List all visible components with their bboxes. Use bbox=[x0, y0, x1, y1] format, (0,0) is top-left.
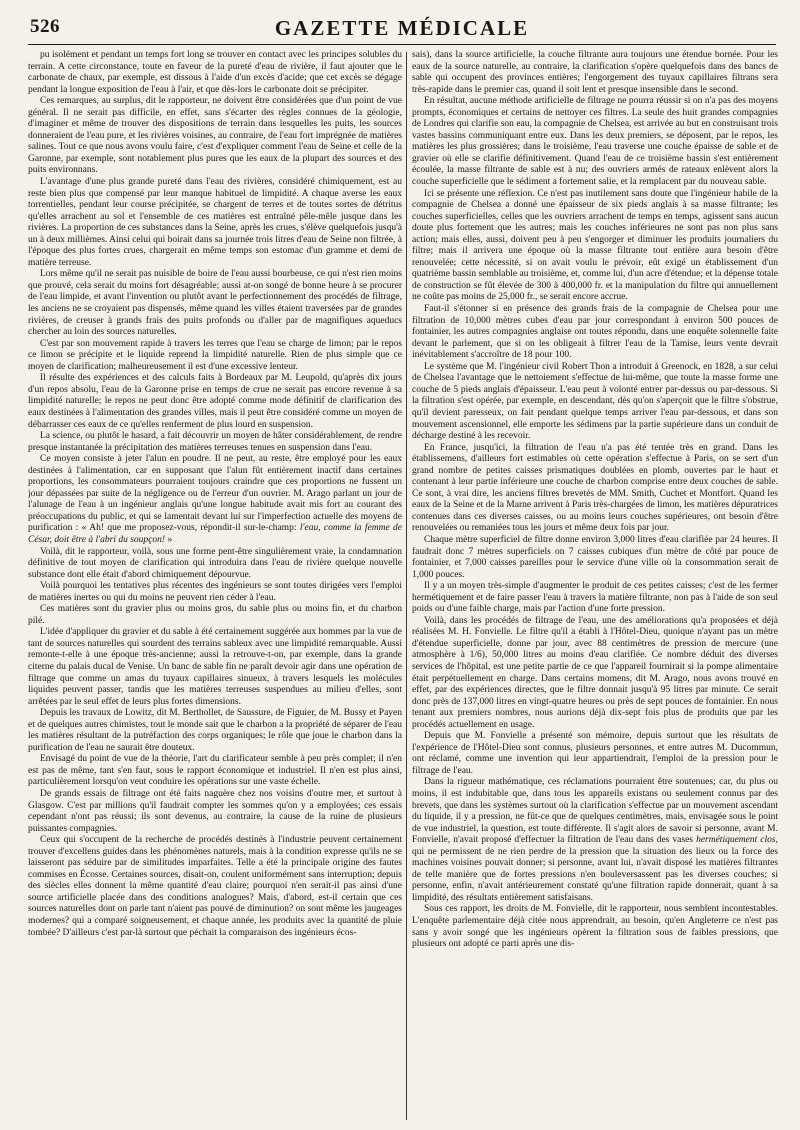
paragraph-text: Le système que M. l'ingénieur civil Robert Thon a introduit à Greenock, en 1828, a sur celui de Chelsea l'avantage que le nettoiement s'effectue de lui-même, que toute la masse forme une couche de 5 pieds anglais d'épaisseur. L'eau peut à volonté entrer par-dessus ou par-dessous. Si la filtration s'est opérée, par exemple, en descendant, dès qu'on s'aperçoit que le filtre s'obstrue, qu'il devient paresseux, on fait pendant quelque temps arriver l'eau par-dessous, et dans son mouvement ascensionnel, elle emporte les sédimens par la partie supérieure dans un conduit de décharge destiné à les recevoir. bbox=[412, 361, 778, 442]
paragraph bbox=[412, 581, 778, 616]
paragraph-text: La science, ou plutôt le hasard, a fait découvrir un moyen de hâter considérablement, de rendre presque instantanée la précipitation des matières terreuses tenues en suspension dans l'eau. bbox=[28, 431, 402, 453]
paragraph bbox=[412, 535, 778, 581]
paragraph bbox=[28, 604, 402, 627]
paragraph bbox=[412, 189, 778, 304]
paragraph-text: Ce moyen consiste à jeter l'alun en poudre. Il ne peut, au reste, être employé pour les eaux destinées à l'alimentation, car en supposant que l'alun fût entièrement inactif dans certaines proportions, les consommateurs pourraient toujours craindre que ces proportions ne fussent un jour dépassées par suite de la négligence ou de l'erreur d'un ouvrier. M. Arago parlant un jour de l'alunage de l'eau à un ingénieur anglais qu'une longue habitude avait mis fort au courant des préoccupations du public, et qui se lamentait devant lui sur l'imperfection actuelle des moyens de purification : « Ah! que me proposez-vous, répondit-il sur-le-champ: bbox=[28, 454, 402, 534]
paragraph-text: En résultat, aucune méthode artificielle de filtrage ne pourra réussir si on n'a pas des moyens prompts, économiques et certains de nettoyer ces filtres. La seule des huit grandes compagnies de Londres qui clarifie son eau, la compagnie de Chelsea, est arrivée au but en construisant trois vastes bassins communiquant entre eux. Dans les deux premiers, se déposent, par le repos, les matières les plus grossières; dans le troisième, l'eau traverse une couche épaisse de sable et de gravier où elle se clarifie définitivement. Quand l'eau de ce troisième bassin s'est entièrement écoulée, la masse filtrante de sable est à nu; des ouvriers armés de rateaux enlèvent alors la couche superficielle que le sédiment a fortement salie, et la remplacent par du nouveau sable. bbox=[412, 96, 778, 188]
paragraph bbox=[28, 96, 402, 177]
paragraph bbox=[412, 96, 778, 188]
paragraph bbox=[412, 304, 778, 362]
paragraph bbox=[28, 177, 402, 269]
paragraph bbox=[28, 454, 402, 546]
paragraph bbox=[28, 50, 402, 96]
paragraph-text: Voilà, dit le rapporteur, voilà, sous une forme pent-être singulièrement vraie, la condamnation définitive de tout moyen de clarification qui introduira dans l'eau de rivière quelque nouvelle substance dont elle était d'abord chimiquement dépourvue. bbox=[28, 546, 402, 580]
column-divider bbox=[406, 52, 407, 1120]
paragraph bbox=[28, 835, 402, 939]
emphasized-text: l'eau, comme la femme de César, doit être à l'abri du soupçon! bbox=[28, 523, 402, 545]
paragraph bbox=[412, 616, 778, 731]
paragraph bbox=[28, 754, 402, 789]
paragraph-text: L'idée d'appliquer du gravier et du sable à été certainement suggérée aux hommes par la vue de tant de sources naturelles qui sourdent des terrains sableux avec une limpidité remarquable. Aussi remonte-t-elle à une époque très-ancienne; aussi la retrouve-t-on, par exemple, dans la grande citerne du palais ducal de Venise. Un banc de sable fin ne paraît devoir agir dans une opération de filtrage que comme un amas du tuyaux capillaires sinueux, à travers lesquels les molécules liquides peuvent passer, tandis que les matières terreuses suspendues au milieu d'elles, sont arrêtées par le seul effet de leurs plus fortes dimensions. bbox=[28, 627, 402, 707]
paragraph-text: pu isolément et pendant un temps fort long se trouver en contact avec les principes solubles du terrain. A cette circonstance, toute en faveur de la pureté d'eau de rivière, il faut ajouter que le carbonate de chaux, par exemple, est dissous à l'aide d'un excès d'acide; que cet excès se dégage pendant la longue exposition de l'eau à l'air, et que dès-lors le carbonate doit se précipiter. bbox=[28, 50, 402, 95]
paragraph bbox=[28, 431, 402, 454]
emphasized-text: hermétiquement clos bbox=[696, 835, 776, 846]
paragraph-text: Ces matières sont du gravier plus ou moins gros, du sable plus ou moins fin, et du charbon pilé. bbox=[28, 604, 402, 626]
paragraph bbox=[412, 904, 778, 950]
paragraph bbox=[412, 362, 778, 443]
paragraph bbox=[28, 547, 402, 582]
paragraph-text: Sous ces rapport, les droits de M. Fonvielle, dit le rapporteur, nous semblent incontestables. L'enquête parlementaire déjà citée nous apprendrait, au besoin, qu'en Angleterre ce n'est pas sans y avoir songé que les ingénieurs opèrent la filtration sous de faibles pressions, que plusieurs ont adopté ce parti après une dis- bbox=[412, 904, 778, 950]
paragraph-text: En France, jusqu'ici, la filtration de l'eau n'a pas été tentée très en grand. Dans les établissemens, d'ailleurs fort estimables où cette opération s'effectue à Paris, on se sert d'un grand nombre de petites caisses prismatiques doublées en plomb, ouvertes par le haut et contenant à leur partie inférieure une couche de charbon comprise entre deux couches de sable. Ce sont, à vrai dire, les anciens filtres brevetés de MM. Smith, Cuchet et Montfort. Quand les eaux de la Seine et de la Marne arrivent à Paris très-chargées de limon, les matières dépuratrices contenues dans ces diverses caisses, ou au moins leurs couches supérieures, ont besoin d'être renouvelées ou remaniées tous les jours et même deux fois par jour. bbox=[412, 442, 778, 534]
paragraph-text: Voilà, dans les procédés de filtrage de l'eau, une des améliorations qu'a proposées et déjà réalisées M. H. Fonvielle. Le filtre qu'il a établi à l'Hôtel-Dieu, quoique n'ayant pas un mètre d'étendue superficielle, donne par jour, avec 88 centimètres de pression de mercure (une atmosphère à 1/6), 50,000 litres au moins d'eau clarifiée. Ce nombre déduit des diverses services de l'hôpital, est une petite partie de ce que l'appareil fournirait si la pompe alimentaire était perpétuellement en charge. Dans certains momens, dit M. Arago, nous avons trouvé en effet, par des expériences directes, que le filtre donnait jusqu'à 95 litres par minute. Ce serait donc près de 137,000 litres en vingt-quatre heures ou près de sept pouces de fontainier. En nous tenant aux premiers nombres, nous aurions déjà dix-sept fois plus de produits que par les procédés actuellement en usage. bbox=[412, 615, 778, 730]
paragraph-text: Depuis les travaux de Lowitz, dit M. Berthollet, de Saussure, de Figuier, de M. Bussy et Payen et de quelques autres chimistes, tout le monde sait que le charbon a la propriété de séparer de l'eau les matières résultant de la putréfaction des corps organiques; le rôle que joue le charbon dans la purification de l'eau ne saurait être douteux. bbox=[28, 708, 402, 753]
paragraph bbox=[28, 708, 402, 754]
paragraph-text: Ceux qui s'occupent de la recherche de procédés destinés à l'industrie peuvent certainement trouver d'excellens guides dans les phénomènes naturels, mais à la condition expresse qu'ils ne se laisseront pas séduire par de similitudes imparfaites. Telle a été la principale origine des fautes commises en Écosse. Certaines sources, disait-on, coulent uniformément sans interruption; depuis des siècles elles donnent la même quantité d'eau claire; pourquoi n'en serait-il pas ainsi d'une source artificielle placée dans des conditions analogues? Mais, d'abord, est-il certain que ces sources naturelles dont on parle tant n'aient pas pouvé de diminution? on sont même les jaugeages modernes? qui a comparé soigneusement, et chaque année, les produits avec la quantité de pluie tombée? D'ailleurs c'est par-là surtout que péchait la comparaison des ingénieurs écos- bbox=[28, 835, 402, 938]
paragraph-text: De grands essais de filtrage ont été faits naguère chez nos voisins d'outre mer, et surtout à Glasgow. C'est par millions qu'il faudrait compter les sommes qu'on y a employées; ces essais cependant n'ont pas réussi; ils sont devenus, au contraire, la cause de la ruine de plusieurs puissantes compagnies. bbox=[28, 789, 402, 834]
right-text-column bbox=[412, 50, 778, 1124]
paragraph-text: Envisagé du point de vue de la théorie, l'art du clarificateur semble à peu près complet; il n'en est pas de même, tant s'en faut, sous le rapport économique et industriel. Il n'en est plus ainsi, particulièrement lorsqu'on veut conduire les opérations sur une vaste échelle. bbox=[28, 754, 402, 788]
paragraph bbox=[28, 373, 402, 431]
paragraph bbox=[28, 789, 402, 835]
paragraph-text: Lors même qu'il ne serait pas nuisible de boire de l'eau aussi bourbeuse, ce qui n'est rien moins que prouvé, cela serait du moins fort désagréable; aussi at-on songé de bonne heure à se procurer de l'eau limpide, et avant l'invention ou plutôt avant le perfectionnement des procédés de filtrage, les anciens ne se croyaient pas dispensés, même quand les villes étaient traversées par de grandes rivières, de creuser à grands frais des puits profonds ou d'aller par de magnifiques aqueducs chercher au loin des sources naturelles. bbox=[28, 269, 402, 338]
paragraph-text: Faut-il s'étonner si en présence des grands frais de la compagnie de Chelsea pour une filtration de 10,000 mètres cubes d'eau par jour correspondant à environ 500 pouces de fontainier, les autres compagnies anglaise ont toutes répondu, dans une enquête solennelle faite devant le parlement, que si on les obligeait à filtrer l'eau de la Tamise, leurs vente devrait inévitablement s'accroître de 18 pour 100. bbox=[412, 304, 778, 361]
paragraph-text: Voilà pourquoi les tentatives plus récentes des ingénieurs se sont toutes dirigées vers l'emploi de matières inertes ou qui du moins ne peuvent rien céder à l'eau. bbox=[28, 581, 402, 603]
paragraph bbox=[412, 50, 778, 96]
page-header bbox=[28, 14, 776, 45]
paragraph bbox=[28, 269, 402, 338]
page-number: 526 bbox=[30, 16, 60, 37]
paragraph-text: L'avantage d'une plus grande pureté dans l'eau des rivières, considéré chimiquement, est au reste bien plus que compensé par leur manque habituel de limpidité. A chaque averse les eaux torrentielles, pendant leur course précipitée, se chargent de terres et de toutes sortes de détritus qu'elles arrachent au sol et l'ensemble de ces matières est entraîné pêle-mêle jusque dans les rivières. La proportion de ces substances dans la Seine, après les crues, s'élève quelquefois jusqu'à un à deux millièmes. Ainsi celui qui boirait dans sa journée trois litres d'eau de Seine non filtrée, à l'époque des plus fortes crues, chargerait en même temps son estomac d'un gramme et demi de matière terreuse. bbox=[28, 177, 402, 268]
left-text-column bbox=[28, 50, 402, 1124]
paragraph-text: Chaque mètre superficiel de filtre donne environ 3,000 litres d'eau clarifiée par 24 heures. Il faudrait donc 7 mètres superficiels on 7 caisses cubiques d'un mètre de côté par pouce de fontainier, et 7,000 caisses pareilles pour le service d'une ville où la consommation serait de 1,000 pouces. bbox=[412, 534, 778, 580]
paragraph-text: Dans la rigueur mathématique, ces réclamations pourraient être soutenues; car, du plus ou moins, il est indubitable que, dans tous les appareils existans ou seulement connus par des brevets, que dans les systèmes surtout où la clarification s'effectue par un mouvement ascendant du liquide, il y a pression, ne fût-ce que de quelques centimètres, mais, envisagée sous le point de vue industriel, la question, est toute différente. Il s'agit alors de savoir si personne, avant M. Fonvielle, n'avait proposé d'effectuer la filtration de l'eau dans des vases bbox=[412, 777, 778, 846]
paragraph-text-tail: , qui ne permissent de ne rien perdre de la pression que la situation des lieux ou la force des machines voisines pouvait donner; si personne, avant lui, n'avait disposé les matières filtrantes de telle manière que de fortes pressions n'en bouleversassent pas les diverses couches; si personne, enfin, n'avait antérieurement constaté qu'une filtration rapide donnerait, quant à sa limpidité, des résultats entièrement satisfaisans. bbox=[412, 835, 778, 903]
paragraph-text: Ici se présente une réflexion. Ce n'est pas inutilement sans doute que l'ingénieur habile de la compagnie de Chelsea a donné une épaisseur de six pieds anglais à sa masse filtrante; les couches superficielles, celles que les ouvriers arrachent de temps en temps, agissent sans aucun doute plus fortement que les autres; mais les couches inférieures ne sont pas non plus sans action; mais elles, aussi, doivent peu à peu s'engorger et diminuer les produits journaliers du filtre; mais il arrivera une époque où la masse filtrante tout entière aura besoin d'être renouvelée; cette nécessité, si on avait voulu le prévoir, eût exigé un établissement d'un quatrième bassin semblable au troisième, et, comme lui, d'un acre d'étendue; et la dépense totale de construction se fût élevée de 300 à 400,000 fr. et la manipulation du filtre qui annuellement ne coûte pas moins de 25,000 fr., se serait encore accrue. bbox=[412, 188, 778, 303]
paragraph-text-tail: » bbox=[165, 534, 173, 545]
paragraph-text: sais), dans la source artificielle, la couche filtrante aura toujours une étendue bornée. Pour les eaux de la source naturelle, au contraire, la clarification s'opère quelquefois dans des bancs de sable qui occupent des provinces entières; l'engorgement des tuyaux capillaires filtrans sera très-rapide dans le premier cas, quand il soit lent et presque insensible dans le second. bbox=[412, 50, 778, 95]
paragraph bbox=[412, 777, 778, 904]
paragraph-text: Il y a un moyen très-simple d'augmenter le produit de ces petites caisses; c'est de les fermer hermétiquement et de faire passer l'eau à travers la matière filtrante, non pas à l'aide de son seul poids ou d'une faible charge, mais par l'action d'une forte pression. bbox=[412, 581, 778, 615]
paragraph bbox=[412, 731, 778, 777]
paragraph bbox=[28, 627, 402, 708]
paragraph bbox=[28, 581, 402, 604]
paragraph bbox=[412, 443, 778, 535]
paragraph-text: Depuis que M. Fonvielle a présenté son mémoire, depuis surtout que les résultats de l'expérience de l'Hôtel-Dieu sont connus, plusieurs personnes, et entre autres M. Ducommun, ont réclamé, comme une invention qui leur appartiendrait, l'emploi de la pression pour le filtrage de l'eau. bbox=[412, 731, 778, 776]
masthead-title: GAZETTE MÉDICALE bbox=[274, 16, 530, 40]
paragraph-text: Ces remarques, au surplus, dit le rapporteur, ne doivent être considérées que d'un point de vue général. Il ne serait pas difficile, en effet, sans s'écarter des règles connues de la géologie, d'imaginer et même de trouver des dispositions de terrain dans lesquelles les puits, les sources donneraient de l'eau pure, et les rivières voisines, au contraire, de l'eau fort imprégnée de matières salines. Tout ce que nous avons voulu faire, c'est d'expliquer comment l'eau de Seine et celle de la Garonne, par exemple, sont notablement plus pures que les eaux de la plupart des sources et des puits environnans. bbox=[28, 96, 402, 176]
paragraph-text: Il résulte des expériences et des calculs faits à Bordeaux par M. Leupold, qu'après dix jours d'un repos absolu, l'eau de la Garonne prise en temps de crue ne serait pas encore revenue à sa limpidité naturelle; le repos ne peut donc être adopté comme mode définitif de clarification des eaux destinées à l'alimentation des grandes villes, mais il peut être considéré comme un moyen de débarrasser ces eaux de ce qu'elles renferment de plus lourd en suspension. bbox=[28, 373, 402, 430]
paragraph-text: C'est par son mouvement rapide à travers les terres que l'eau se charge de limon; par le repos ce limon se précipite et le liquide reprend la limpidité naturelle. Rien de plus simple que ce moyen de clarification; malheureusement il est d'une excessive lenteur. bbox=[28, 338, 402, 372]
paragraph bbox=[28, 339, 402, 374]
